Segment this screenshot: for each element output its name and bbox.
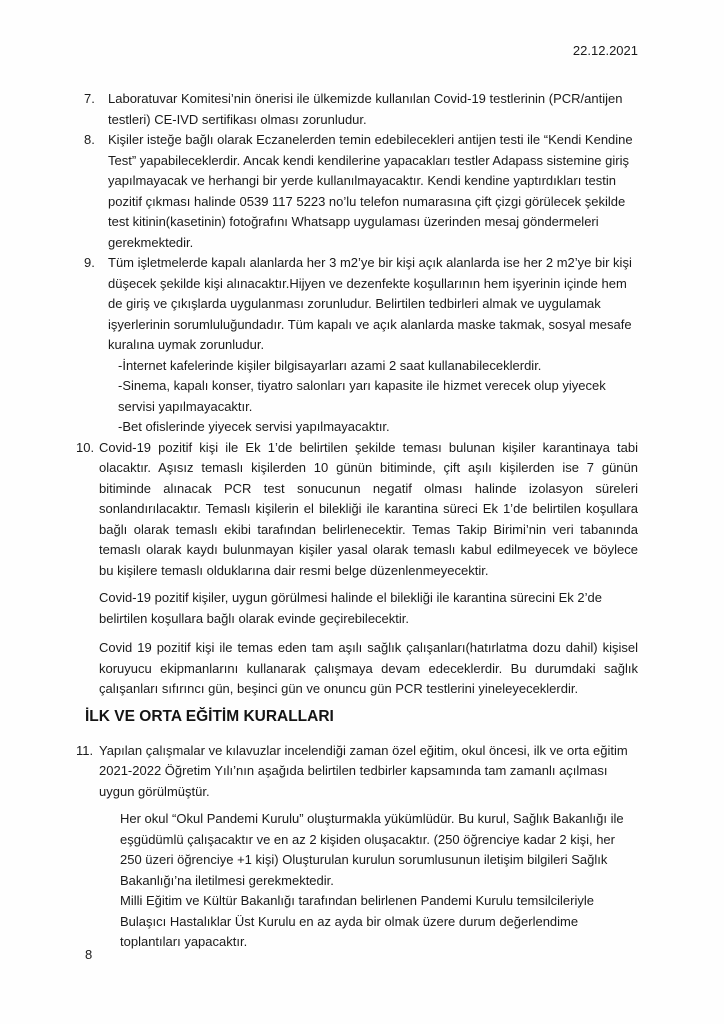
item-9-subitem-cinema: -Sinema, kapalı konser, tiyatro salonları yarı kapasite ile hizmet verecek olup yiyecek servisi yapılmayacaktır. [118,378,606,414]
list-item-10 [76,438,638,700]
document-body [0,89,724,953]
item-8-number: 8. [84,132,95,147]
list-item-9 [84,253,638,438]
item-11-indented-block [99,809,638,953]
item-9-number: 9. [84,255,95,270]
page-number: 8 [85,947,93,962]
item-11-paragraph-pandemi-kurulu: Her okul “Okul Pandemi Kurulu” oluşturmakla yükümlüdür. Bu kurul, Sağlık Bakanlığı ile eşgüdümlü çalışacaktır ve en az 2 kişiden oluşacaktır. (250 öğrenciye kadar 2 kişi, her 250 üzeri öğrenciye +1 kişi) Oluşturulan kurulun sorumlusunun iletişim bilgileri Sağlık Bakanlığı’na iletilmesi gerekmektedir. [120,811,624,888]
section-heading: İLK VE ORTA EĞİTİM KURALLARI [85,707,334,725]
item-10-text: Covid-19 pozitif kişi ile Ek 1’de belirtilen şekilde teması bulunan kişiler karantinaya tabi olacaktır. Aşısız temaslı kişilerden 10 günün bitiminde, çift aşılı kişilerden ise 7 günün bitiminde alınacak PCR test sonucunun negatif olması halinde izolasyon süreleri sonlandırılacaktır. Temaslı kişilerin el bilekliği ile karantina süreci Ek 1’de belirtilen koşullara bağlı olarak temaslı ekibi tarafından belirlenecektir. Temas Takip Birimi’nin veri tabanında temaslı olarak kaydı bulunmayan kişiler yasal olarak temaslı kabul edilmeyecek ve böylece bu kişilere temaslı olduklarına dair resmi belge düzenlenmeyecektir. [99,439,638,578]
item-11-text: Yapılan çalışmalar ve kılavuzlar incelendiği zaman özel eğitim, okul öncesi, ilk ve orta eğitim 2021-2022 Öğretim Yılı’nın aşağıda belirtilen tedbirler kapsamında tam zamanlı açılması uygun görülmüştür. [99,742,628,799]
item-7-text: Laboratuvar Komitesi’nin önerisi ile ülkemizde kullanılan Covid-19 testlerinin (PCR/antijen testleri) CE-IVD sertifikası olması zorunludur. [108,91,623,127]
item-9-text: Tüm işletmelerde kapalı alanlarda her 3 m2’ye bir kişi açık alanlarda ise her 2 m2’ye bir kişi düşecek şekilde kişi alınacaktır.Hijyen ve dezenfekte koşullarının hem işyerinin içinde hem de giriş ve çıkışlarda uygulanması zorunludur. Belirtilen tedbirleri almak ve uygulamak işyerlerinin sorumluluğundadır. Tüm kapalı ve açık alanlarda maske takmak, sosyal mesafe kuralına uymak zorunludur. [108,255,632,352]
list-item-7 [84,89,638,130]
list-item-11 [76,741,638,953]
item-8-text: Kişiler isteğe bağlı olarak Eczanelerden temin edebilecekleri antijen testi ile “Kendi Kendine Test” yapabileceklerdir. Ancak kendi kendilerine yapacakları testler Adapass sistemine giriş yapılmayacak ve herhangi bir yerde kullanılmayacaktır. Kendi kendine yaptırdıkları testin pozitif çıkması halinde 0539 117 5223 no’lu telefon numarasına çift çizgi görülecek şekilde test kitinin(kasetinin) fotoğrafını Whatsapp uygulaması üzerinden mesaj göndermeleri gerekmektedir. [108,132,633,250]
item-11-paragraph-milli-egitim: Milli Eğitim ve Kültür Bakanlığı tarafından belirlenen Pandemi Kurulu temsilcileriyle Bulaşıcı Hastalıklar Üst Kurulu en az ayda bir olmak üzere durum değerlendime toplantıları yapacaktır. [120,893,594,949]
item-9-subitem-bet: -Bet ofislerinde yiyecek servisi yapılmayacaktır. [118,419,390,434]
item-10-number: 10. [76,439,95,455]
item-9-subitem-internet: -İnternet kafelerinde kişiler bilgisayarları azami 2 saat kullanabileceklerdir. [118,357,542,373]
document-date: 22.12.2021 [572,43,638,58]
item-7-number: 7. [84,91,95,106]
item-10-paragraph-wristband: Covid-19 pozitif kişiler, uygun görülmesi halinde el bilekliği ile karantina sürecini Ek 2’de belirtilen koşullara bağlı olarak evinde geçirebilecektir. [99,590,602,626]
item-10-paragraph-health-workers: Covid 19 pozitif kişi ile temas eden tam aşılı sağlık çalışanları(hatırlatma dozu dahil) kişisel koruyucu ekipmanlarını kullanarak çalışmaya devam edeceklerdir. Bu durumdaki sağlık çalışanları sıfırıncı gün, beşinci gün ve onuncu gün PCR testlerini yineleyeceklerdir. [99,640,638,696]
item-11-number: 11. [76,742,94,758]
list-item-8 [84,130,638,253]
